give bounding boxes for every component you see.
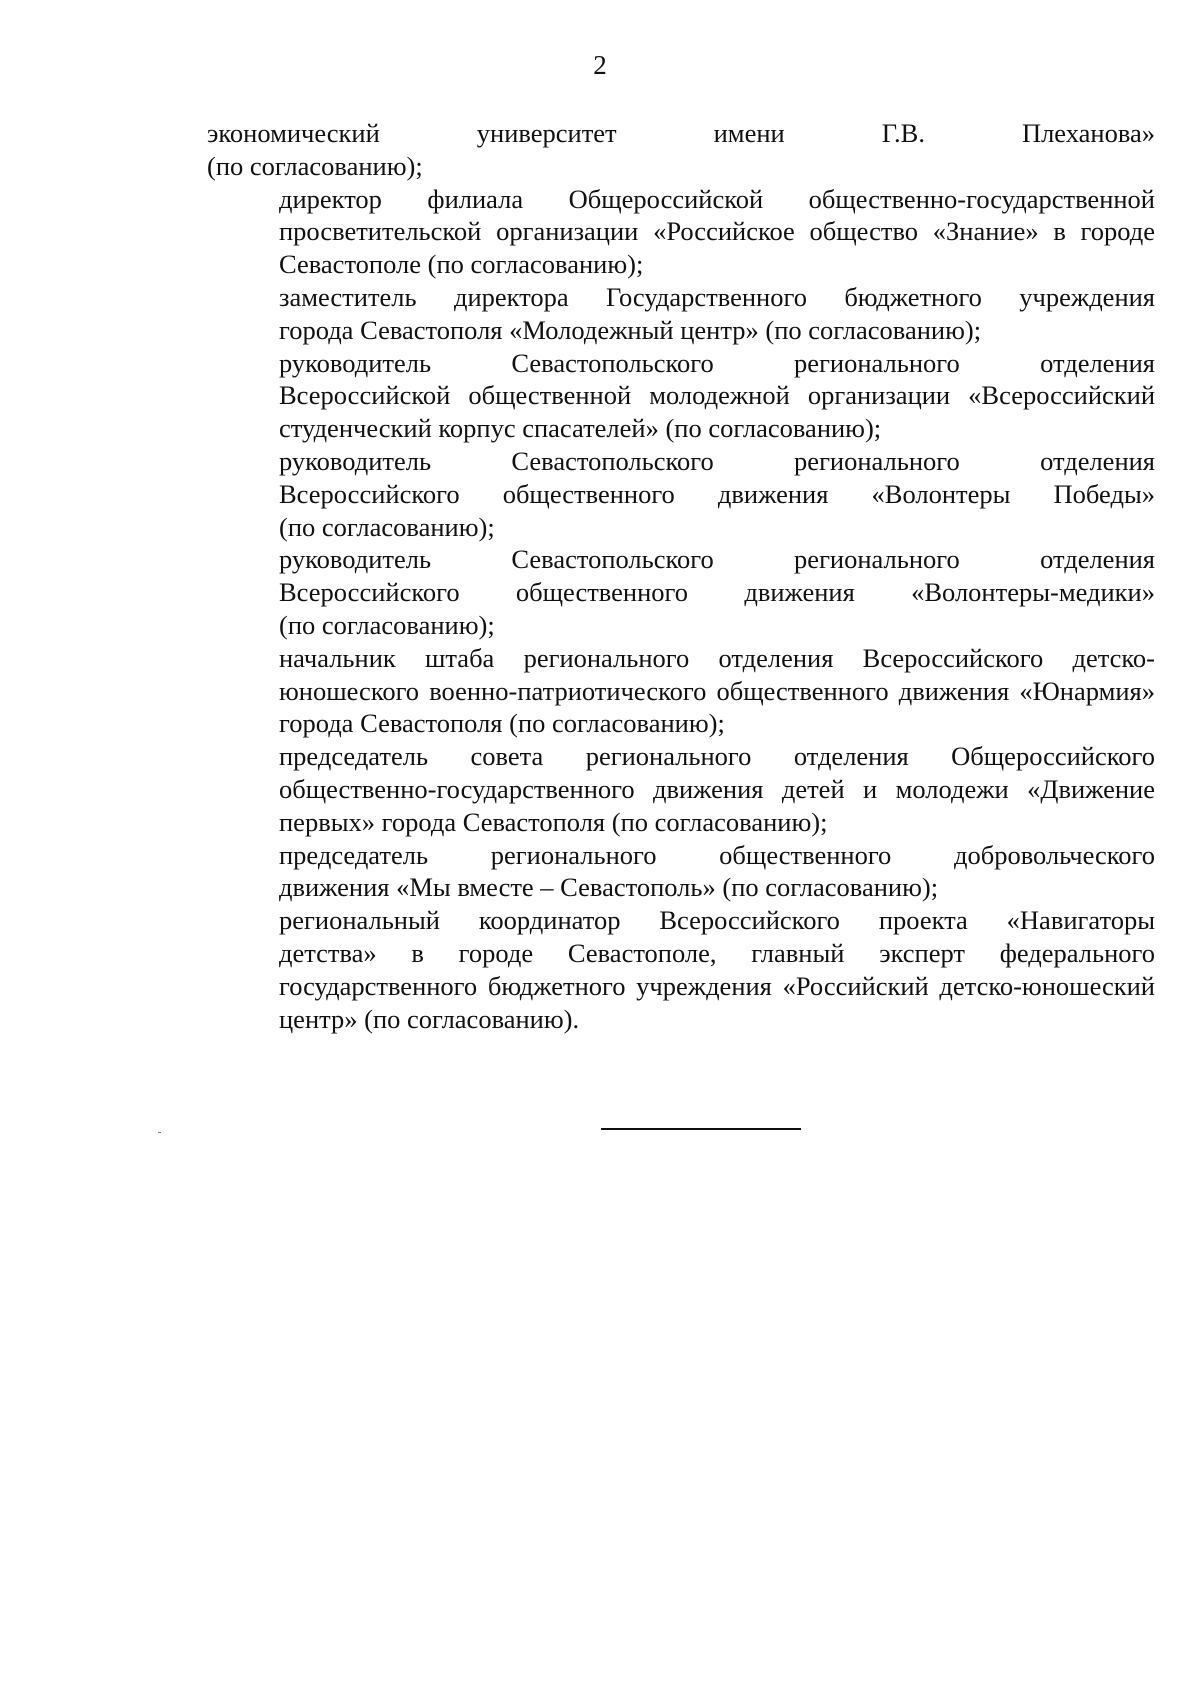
entry-line: региональный координатор Всероссийского проекта «Навигаторы — [279, 905, 1155, 936]
document-body — [207, 117, 1155, 1035]
member-entry-2 — [207, 281, 1155, 347]
member-entry-7 — [207, 740, 1155, 838]
member-entry-9 — [207, 904, 1155, 1035]
end-of-list-divider — [601, 1128, 801, 1130]
member-entry-8 — [207, 839, 1155, 905]
member-entry-1 — [207, 183, 1155, 281]
entry-line: первых» города Севастополя (по согласованию); — [279, 806, 828, 837]
entry-line: юношеского военно-патриотического общественного движения «Юнармия» — [279, 675, 1155, 706]
entry-line: Всероссийского общественного движения «Волонтеры-медики» — [279, 577, 1155, 608]
entry-line: экономический университет имени Г.В. Плеханова» — [207, 118, 1155, 148]
entry-line: государственного бюджетного учреждения «Российский детско-юношеский — [279, 970, 1155, 1001]
entry-line: (по согласованию); — [207, 150, 423, 181]
entry-line: города Севастополя «Молодежный центр» (по согласованию); — [279, 314, 982, 345]
entry-line: председатель регионального общественного добровольческого — [279, 839, 1155, 870]
entry-line: центр» (по согласованию). — [279, 1003, 580, 1034]
entry-line: начальник штаба регионального отделения Всероссийского детско- — [279, 642, 1155, 673]
entry-line: председатель совета регионального отделения Общероссийского — [279, 741, 1155, 772]
member-entry-3 — [207, 347, 1155, 445]
entry-line: директор филиала Общероссийской общественно-государственной — [279, 183, 1155, 214]
entry-line: Севастополе (по согласованию); — [279, 249, 644, 280]
member-entry-0 — [207, 117, 1155, 183]
entry-line: просветительской организации «Российское общество «Знание» в городе — [279, 216, 1155, 247]
entry-line: руководитель Севастопольского регионального отделения — [279, 544, 1155, 575]
member-entry-6 — [207, 642, 1155, 740]
entry-line: (по согласованию); — [279, 511, 495, 542]
entry-line: общественно-государственного движения детей и молодежи «Движение — [279, 773, 1155, 804]
scan-artifact-mark — [158, 1132, 161, 1133]
entry-line: руководитель Севастопольского регионального отделения — [279, 347, 1155, 378]
entry-line: детства» в городе Севастополе, главный эксперт федерального — [279, 937, 1155, 968]
entry-line: руководитель Севастопольского регионального отделения — [279, 445, 1155, 476]
entry-line: Всероссийского общественного движения «Волонтеры Победы» — [279, 478, 1155, 509]
entry-line: заместитель директора Государственного бюджетного учреждения — [279, 281, 1155, 312]
entry-line: города Севастополя (по согласованию); — [279, 708, 725, 739]
member-entry-4 — [207, 445, 1155, 543]
entry-line: движения «Мы вместе – Севастополь» (по согласованию); — [279, 872, 939, 903]
page-number: 2 — [593, 50, 607, 80]
member-entry-5 — [207, 543, 1155, 641]
entry-line: (по согласованию); — [279, 609, 495, 640]
entry-line: студенческий корпус спасателей» (по согласованию); — [279, 413, 882, 444]
entry-line: Всероссийской общественной молодежной организации «Всероссийский — [279, 380, 1155, 411]
